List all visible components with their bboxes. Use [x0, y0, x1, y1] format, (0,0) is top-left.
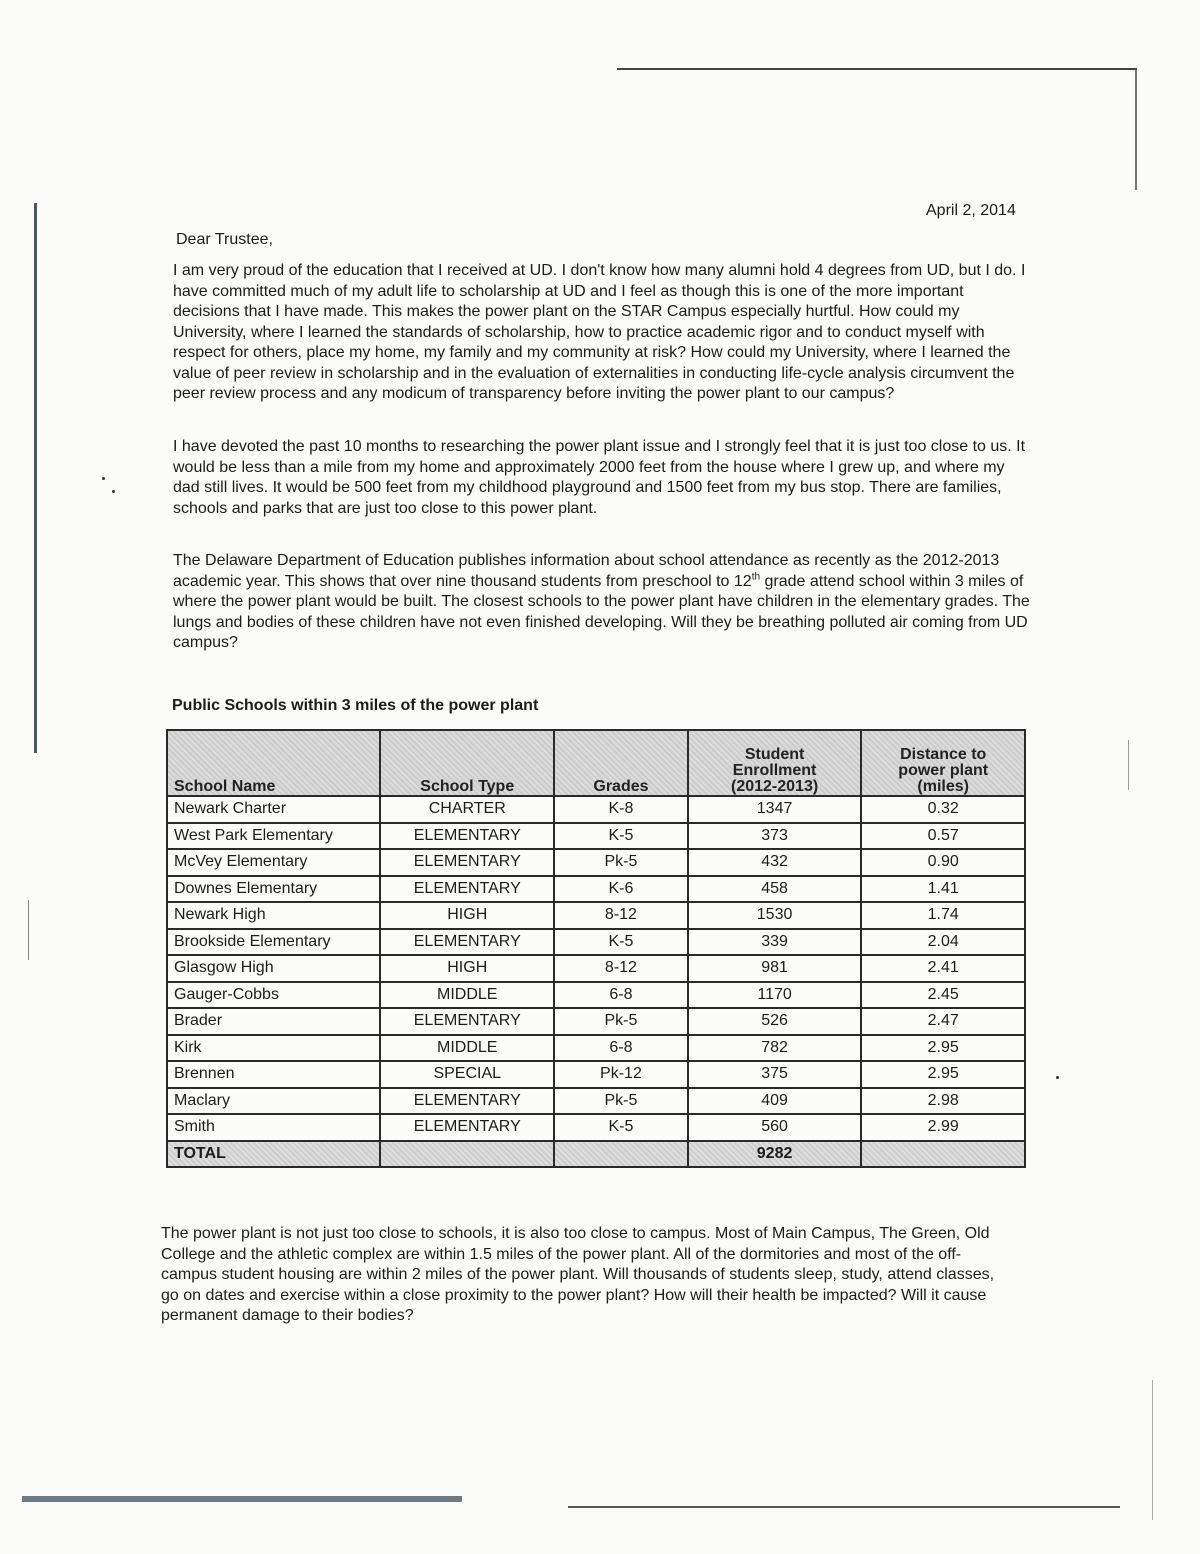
- right-edge-mark: [1152, 1380, 1153, 1520]
- cell-school-name: Glasgow High: [167, 955, 380, 982]
- table-row: [167, 1061, 1025, 1088]
- cell-grades: Pk-5: [554, 849, 688, 876]
- scan-speck: [102, 477, 105, 480]
- table-row: [167, 955, 1025, 982]
- header-distance-line1: Distance to: [900, 746, 987, 763]
- cell-school-name: Brennen: [167, 1061, 380, 1088]
- cell-enrollment: 373: [688, 823, 862, 850]
- ordinal-suffix: th: [751, 571, 761, 583]
- table-row: [167, 902, 1025, 929]
- cell-school-name: Smith: [167, 1114, 380, 1141]
- cell-school-type: HIGH: [380, 902, 554, 929]
- cell-grades: K-8: [554, 796, 688, 823]
- cell-school-name: Gauger-Cobbs: [167, 982, 380, 1009]
- cell-distance: 0.32: [861, 796, 1025, 823]
- header-enrollment-line1: Student: [744, 746, 805, 763]
- cell-school-type: HIGH: [380, 955, 554, 982]
- cell-school-type: ELEMENTARY: [380, 1088, 554, 1115]
- cell-distance: 2.47: [861, 1008, 1025, 1035]
- cell-distance: 2.41: [861, 955, 1025, 982]
- scan-speck: [112, 490, 115, 493]
- cell-school-type: ELEMENTARY: [380, 876, 554, 903]
- cell-distance: 2.04: [861, 929, 1025, 956]
- cell-enrollment: 409: [688, 1088, 862, 1115]
- cell-distance: 1.41: [861, 876, 1025, 903]
- cell-enrollment: 432: [688, 849, 862, 876]
- header-grades: Grades: [554, 730, 688, 796]
- paragraph-3: [173, 551, 1033, 654]
- left-scan-bar: [34, 203, 37, 753]
- cell-school-name: Newark High: [167, 902, 380, 929]
- cell-distance: 1.74: [861, 902, 1025, 929]
- letter-date: April 2, 2014: [926, 202, 1016, 219]
- cell-distance: 0.90: [861, 849, 1025, 876]
- cell-school-type: ELEMENTARY: [380, 1114, 554, 1141]
- table-header-row: [167, 730, 1025, 796]
- cell-distance: 0.57: [861, 823, 1025, 850]
- salutation: Dear Trustee,: [176, 231, 273, 248]
- top-rule: [617, 68, 1137, 70]
- right-rule: [1135, 70, 1137, 190]
- total-empty-grades: [554, 1141, 688, 1167]
- bottom-left-rule: [22, 1496, 462, 1502]
- cell-distance: 2.95: [861, 1035, 1025, 1062]
- cell-grades: 8-12: [554, 902, 688, 929]
- cell-enrollment: 458: [688, 876, 862, 903]
- cell-grades: Pk-5: [554, 1088, 688, 1115]
- header-enrollment: [688, 730, 862, 796]
- table-title: Public Schools within 3 miles of the power plant: [172, 697, 539, 714]
- header-enrollment-line2: Enrollment: [732, 762, 817, 779]
- cell-school-name: Downes Elementary: [167, 876, 380, 903]
- cell-enrollment: 1347: [688, 796, 862, 823]
- cell-school-type: CHARTER: [380, 796, 554, 823]
- cell-school-name: Kirk: [167, 1035, 380, 1062]
- right-rule-mark: [1128, 740, 1129, 790]
- total-label: TOTAL: [167, 1141, 380, 1167]
- cell-grades: K-5: [554, 1114, 688, 1141]
- total-empty-distance: [861, 1141, 1025, 1167]
- cell-grades: Pk-12: [554, 1061, 688, 1088]
- cell-enrollment: 375: [688, 1061, 862, 1088]
- schools-table: [166, 729, 1026, 1168]
- scan-speck: [1056, 1076, 1059, 1079]
- table-row: [167, 849, 1025, 876]
- cell-school-type: MIDDLE: [380, 982, 554, 1009]
- table-row: [167, 876, 1025, 903]
- cell-school-type: SPECIAL: [380, 1061, 554, 1088]
- header-distance-line2: power plant: [898, 762, 989, 779]
- cell-distance: 2.95: [861, 1061, 1025, 1088]
- cell-distance: 2.45: [861, 982, 1025, 1009]
- table-row: [167, 1035, 1025, 1062]
- total-empty-type: [380, 1141, 554, 1167]
- bottom-right-rule: [568, 1506, 1120, 1508]
- cell-enrollment: 1170: [688, 982, 862, 1009]
- cell-school-type: ELEMENTARY: [380, 849, 554, 876]
- cell-grades: K-5: [554, 823, 688, 850]
- left-scan-mark: [28, 900, 29, 960]
- cell-grades: K-5: [554, 929, 688, 956]
- cell-school-type: ELEMENTARY: [380, 1008, 554, 1035]
- header-distance: [861, 730, 1025, 796]
- cell-school-name: Maclary: [167, 1088, 380, 1115]
- table-total-row: [167, 1141, 1025, 1167]
- paragraph-3-text-a: The Delaware Department of Education publishes information about school attendance as recently as the 2012-2013 academic year. This shows that over nine thousand students from preschool to 12: [173, 552, 1000, 590]
- table-row: [167, 1008, 1025, 1035]
- cell-grades: 6-8: [554, 982, 688, 1009]
- table-row: [167, 796, 1025, 823]
- table-row: [167, 1088, 1025, 1115]
- header-school-name: School Name: [167, 730, 380, 796]
- cell-school-name: McVey Elementary: [167, 849, 380, 876]
- cell-school-type: ELEMENTARY: [380, 929, 554, 956]
- cell-enrollment: 782: [688, 1035, 862, 1062]
- cell-grades: Pk-5: [554, 1008, 688, 1035]
- paragraph-1: I am very proud of the education that I received at UD. I don't know how many alumni hold 4 degrees from UD, but I do. I have committed much of my adult life to scholarship at UD and I feel as though this is one of the more important decisions that I have made. This makes the power plant on the STAR Campus especially hurtful. How could my University, where I learned the standards of scholarship, how to practice academic rigor and to conduct myself with respect for others, place my home, my family and my community at risk? How could my University, where I learned the value of peer review in scholarship and in the evaluation of externalities in conducting life-cycle analysis circumvent the peer review process and any modicum of transparency before inviting the power plant to our campus?: [173, 262, 1026, 402]
- cell-distance: 2.99: [861, 1114, 1025, 1141]
- header-enrollment-line3: (2012-2013): [731, 778, 819, 795]
- cell-enrollment: 1530: [688, 902, 862, 929]
- paragraph-4: The power plant is not just too close to schools, it is also too close to campus. Most of Main Campus, The Green, Old College and the athletic complex are within 1.5 miles of the power plant. All of the dormitories and most of the off-campus student housing are within 2 miles of the power plant. Will thousands of students sleep, study, attend classes, go on dates and exercise within a close proximity to the power plant? How will their health be impacted? Will it cause permanent damage to their bodies?: [161, 1225, 995, 1324]
- cell-grades: 8-12: [554, 955, 688, 982]
- cell-grades: K-6: [554, 876, 688, 903]
- cell-distance: 2.98: [861, 1088, 1025, 1115]
- cell-school-type: MIDDLE: [380, 1035, 554, 1062]
- header-school-type: School Type: [380, 730, 554, 796]
- total-enrollment: 9282: [688, 1141, 862, 1167]
- cell-school-name: Brader: [167, 1008, 380, 1035]
- table-row: [167, 823, 1025, 850]
- paragraph-3-text-b: grade attend school within 3 miles of where the power plant would be built. The closest schools to the power plant have children in the elementary grades. The lungs and bodies of these children have not even finished developing. Will they be breathing polluted air coming from UD campus?: [173, 572, 1030, 651]
- cell-enrollment: 339: [688, 929, 862, 956]
- cell-enrollment: 981: [688, 955, 862, 982]
- paragraph-2: I have devoted the past 10 months to researching the power plant issue and I strongly feel that it is just too close to us. It would be less than a mile from my home and approximately 2000 feet from the house where I grew up, and where my dad still lives. It would be 500 feet from my childhood playground and 1500 feet from my bus stop. There are families, schools and parks that are just too close to this power plant.: [173, 438, 1026, 517]
- cell-grades: 6-8: [554, 1035, 688, 1062]
- table-row: [167, 929, 1025, 956]
- cell-school-name: West Park Elementary: [167, 823, 380, 850]
- cell-enrollment: 526: [688, 1008, 862, 1035]
- table-row: [167, 982, 1025, 1009]
- cell-school-name: Newark Charter: [167, 796, 380, 823]
- cell-enrollment: 560: [688, 1114, 862, 1141]
- header-distance-line3: (miles): [917, 778, 969, 795]
- table-row: [167, 1114, 1025, 1141]
- cell-school-type: ELEMENTARY: [380, 823, 554, 850]
- cell-school-name: Brookside Elementary: [167, 929, 380, 956]
